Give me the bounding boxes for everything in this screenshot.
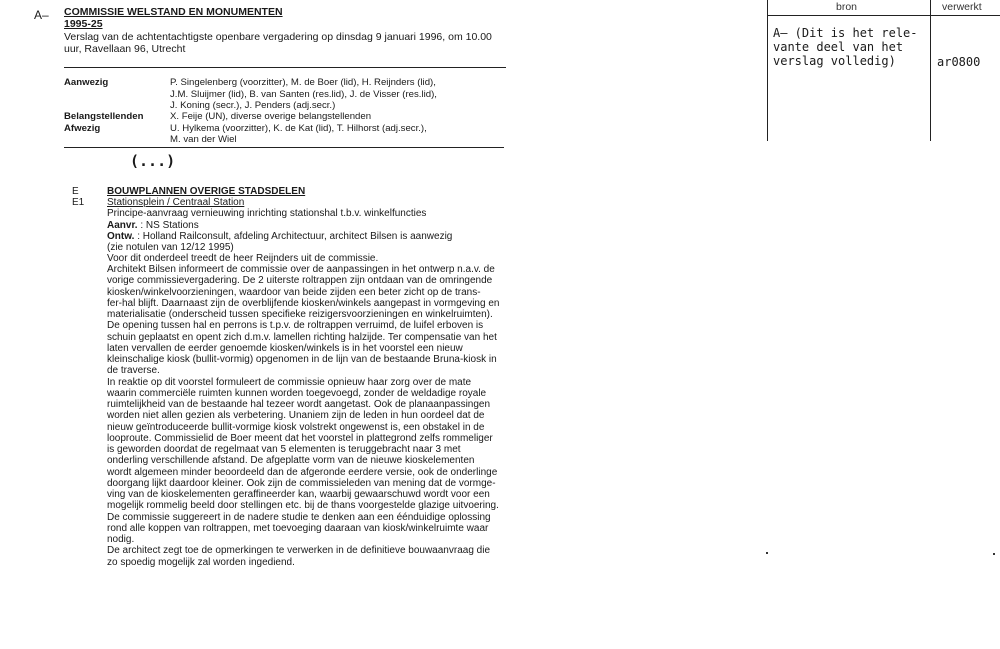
- header-divider: [64, 67, 506, 68]
- body-line: De opening tussen hal en perrons is t.p.v. de roltrappen verruimd, de luifel erboven is: [107, 320, 484, 332]
- body-line: (zie notulen van 12/12 1995): [107, 241, 234, 253]
- body-line: mogelijk rommelig beeld door stellingen etc. bij de thans voorgestelde glazige uitvoering.: [107, 500, 499, 512]
- margin-note-line: vante deel van het: [773, 40, 904, 54]
- applicant-value: : NS Stations: [140, 219, 199, 231]
- meeting-line-1: Verslag van de achtentachtigste openbare vergadering op dinsdag 9 januari 1996, om 10.00: [64, 31, 492, 43]
- body-line: looproute. Commissielid de Boer meent dat het voorstel in plattegrond zelfs rommeliger: [107, 432, 493, 444]
- present-line-1: P. Singelenberg (voorzitter), M. de Boer (lid), H. Reijnders (lid),: [170, 77, 436, 88]
- table-header-rule: [767, 15, 1000, 16]
- body-line: is geworden doordat de regelmaat van 5 elementen is teruggebracht naar 3 met: [107, 444, 461, 455]
- item-code: E1: [72, 197, 85, 208]
- body-line: ruimtelijkheid van de bestaande hal tezeer wordt aangetast. Ook de planaanpassingen: [107, 399, 491, 410]
- stakeholders-value: X. Feije (UN), diverse overige belangstellenden: [170, 111, 372, 122]
- margin-note-line: A– (Dit is het rele-: [773, 26, 918, 40]
- section-title: BOUWPLANNEN OVERIGE STADSDELEN: [107, 186, 306, 197]
- document-year: 1995-25: [64, 17, 103, 30]
- absent-label: Afwezig: [64, 122, 101, 134]
- body-line: schuin geplaatst en opent zich d.m.v. lamellen richting halzijde. Ter compensatie van het: [107, 331, 497, 343]
- body-line: wordt algemeen minder beoordeeld dan de afgeronde eerdere versie, ook de onderlinge: [107, 466, 498, 478]
- absent-line-1: U. Hylkema (voorzitter), K. de Kat (lid), T. Hilhorst (adj.secr.),: [170, 122, 427, 134]
- body-line: de traverse.: [107, 365, 160, 377]
- body-line: Architekt Bilsen informeert de commissie over de aanpassingen in het ontwerp n.a.v. de: [107, 264, 495, 275]
- margin-note-line: verslag volledig): [773, 54, 896, 68]
- margin-note: [773, 26, 918, 68]
- body-line: waarin commerciële ruimten kunnen worden toegevoegd, zonder de weldadige royale: [107, 387, 487, 399]
- body-line: vorige commissievergadering. De 2 uiterste roltrappen zijn ontdaan van de omringende: [107, 275, 493, 287]
- table-left-border: [767, 0, 768, 141]
- applicant-label: Aanvr.: [107, 219, 138, 231]
- margin-letter-mark: A–: [34, 8, 49, 22]
- scan-speck: [766, 552, 768, 554]
- body-line: worden niet allen gezien als verbetering. Unaniem zijn de leden in hun oordeel dat de: [107, 410, 485, 422]
- minutes-body: [107, 242, 512, 568]
- body-line: Voor dit onderdeel treedt de heer Reijnders uit de commissie.: [107, 252, 379, 264]
- present-line-2: J.M. Sluijmer (lid), B. van Santen (res.lid), J. de Visser (res.lid),: [170, 88, 437, 100]
- source-column-header: bron: [836, 1, 858, 13]
- processed-column-header: verwerkt: [942, 1, 982, 13]
- designer-row: [107, 231, 452, 242]
- body-line: laten vervallen de eerder genoemde kiosken/winkels is in het voorstel een nieuw: [107, 342, 463, 354]
- attendance-divider: [64, 147, 504, 148]
- body-line: ving van de kioskelementen geraffineerder kan, waarbij gewaarschuwd wordt voor een: [107, 489, 490, 500]
- stakeholders-label: Belangstellenden: [64, 111, 144, 122]
- body-line: De commissie suggereert in de nadere studie te denken aan een éénduidige oplossing: [107, 511, 491, 523]
- designer-label: Ontw.: [107, 230, 135, 242]
- designer-value: : Holland Railconsult, afdeling Architectuur, architect Bilsen is aanwezig: [137, 230, 453, 242]
- body-line: nieuw geïntroduceerde bullit-vormige kiosk volstrekt ongewenst is, een obstakel in de: [107, 421, 485, 433]
- body-line: kleinschalige kiosk (bullit-vormig) opgenomen in de lijn van de bestaande Bruna-kiosk in: [107, 354, 497, 365]
- item-title: Stationsplein / Centraal Station: [107, 197, 245, 208]
- section-code: E: [72, 186, 79, 197]
- meeting-line-2: uur, Ravellaan 96, Utrecht: [64, 42, 186, 55]
- body-line: onderling verschillende afstand. De afgeplatte vorm van de nieuwe kioskelementen: [107, 455, 475, 467]
- body-line: zo spoedig mogelijk zal worden ingediend.: [107, 556, 295, 568]
- omission-ellipsis: (...): [130, 152, 176, 170]
- table-column-divider: [930, 0, 931, 141]
- item-subtitle: Principe-aanvraag vernieuwing inrichting stationshal t.b.v. winkelfuncties: [107, 208, 427, 219]
- document-org-title: COMMISSIE WELSTAND EN MONUMENTEN: [64, 6, 283, 18]
- body-line: doorgang lijkt daardoor kleiner. Ook zijn de commissieleden van mening dat de vormge-: [107, 477, 496, 489]
- applicant-row: [107, 220, 199, 231]
- archive-code: ar0800: [937, 55, 981, 69]
- scan-speck: [993, 553, 995, 555]
- body-line: materialisatie (onderscheid tussen specifieke reizigersvoorzieningen en winkelruimten).: [107, 309, 493, 320]
- body-line: In reaktie op dit voorstel formuleert de commissie opnieuw haar zorg over de mate: [107, 376, 472, 388]
- body-line: rond alle koppen van roltrappen, met toevoeging daaraan van kiosk/winkelruimte waar: [107, 522, 489, 534]
- body-line: kiosken/winkelvoorzieningen, waardoor van beide zijden een beter zicht op de trans-: [107, 286, 481, 298]
- present-line-3: J. Koning (secr.), J. Penders (adj.secr.): [170, 100, 336, 111]
- body-line: fer-hal blijft. Daarnaast zijn de overblijfende kiosken/winkels aangepast in vormgeving en: [107, 297, 500, 309]
- present-label: Aanwezig: [64, 77, 109, 88]
- body-line: nodig.: [107, 534, 135, 545]
- body-line: De architect zegt toe de opmerkingen te verwerken in de definitieve bouwaanvraag die: [107, 545, 491, 557]
- absent-line-2: M. van der Wiel: [170, 134, 237, 145]
